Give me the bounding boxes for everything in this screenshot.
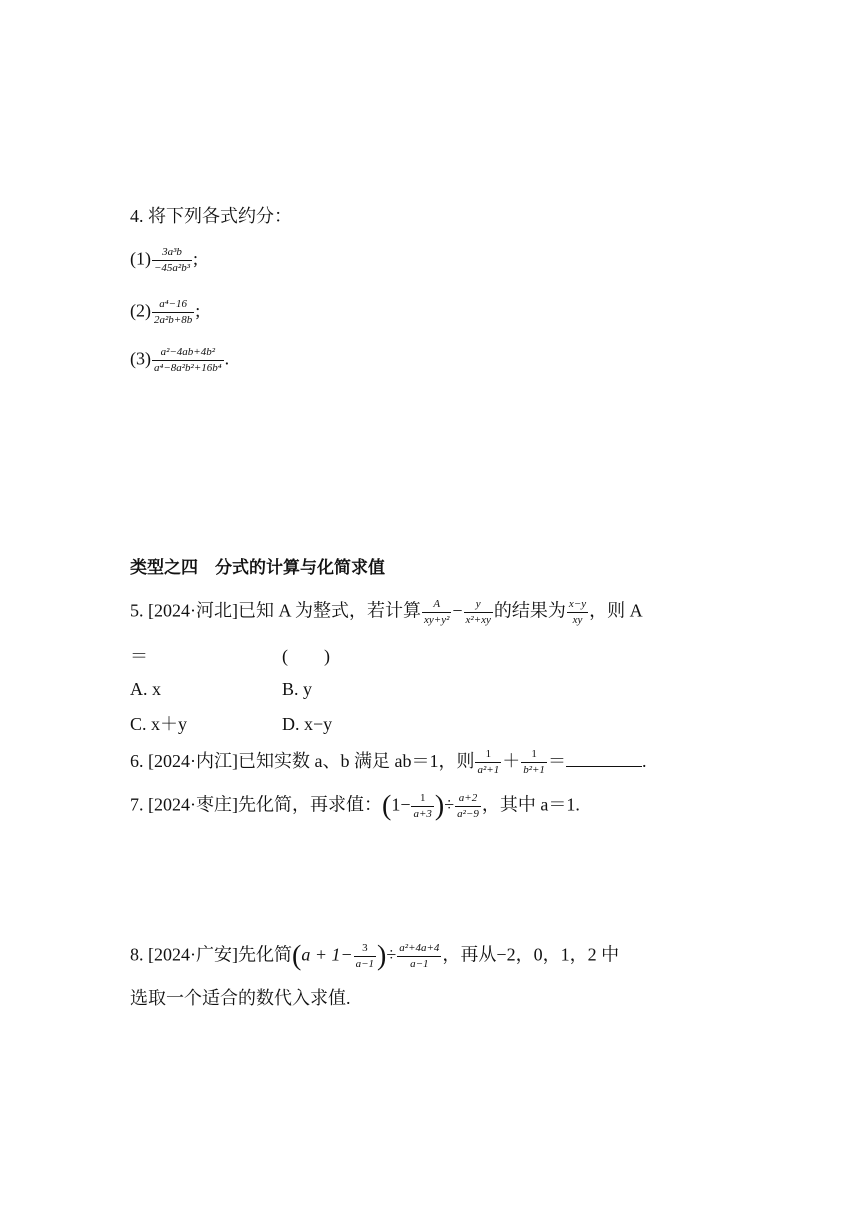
plus-sign: ＋ [502,751,521,771]
numerator: 1 [531,748,537,761]
denominator: 2a²b+8b [154,314,193,326]
fraction [354,942,376,971]
option-b[interactable]: B. y [282,679,313,699]
denominator: a−1 [355,958,375,970]
item-end: ; [193,248,199,269]
option-a[interactable]: A. x [130,679,161,699]
denominator: a+3 [413,808,432,820]
q7-stem [130,792,580,821]
minus-sign: − [452,600,463,621]
denominator: xy+y² [424,614,450,626]
denominator: a²−9 [457,808,479,820]
answer-paren: ( ) [282,646,330,666]
q4-item-3 [130,346,229,375]
q7-prefix: 7. [2024·枣庄]先化简，再求值： [130,794,382,815]
fraction [397,942,441,971]
item-end: ; [195,300,201,321]
denominator: x²+xy [465,614,491,626]
denominator: a−1 [410,958,429,970]
option-c[interactable]: C. x＋y [130,714,188,734]
q4-item-2 [130,298,200,327]
q8-prefix: 8. [2024·广安]先化简 [130,944,292,965]
item-end: . [224,348,230,369]
numerator: x−y [568,598,587,610]
denominator: a⁴−8a²b²+16b⁴ [154,362,222,374]
q8-suffix: ，再从−2，0，1，2 中 [442,944,620,965]
numerator: a+2 [458,792,478,804]
fraction [152,346,224,375]
answer-blank[interactable] [566,748,642,767]
numerator: 3a³b [162,246,182,258]
numerator: 1 [419,792,426,804]
q4-title: 4. 将下列各式约分： [130,206,292,226]
fraction [422,598,451,627]
q8-stem [130,942,619,971]
fraction [152,298,194,327]
right-paren: ) [434,790,445,822]
denominator: xy [572,614,583,626]
fraction [475,748,501,777]
item-label: (2) [130,300,151,321]
q6-end: . [641,751,647,771]
q5-suffix: ，则 A [589,600,643,621]
option-d[interactable]: D. x−y [282,714,333,734]
q6-prefix: 6. [2024·内江]已知实数 a、b 满足 ab＝1，则 [130,751,475,771]
q7-suffix: ，其中 a＝1. [481,794,580,815]
q7-one: 1− [391,794,411,815]
right-paren: ) [377,940,387,972]
numerator: A [433,598,441,610]
q5-prefix: 5. [2024·河北]已知 A 为整式，若计算 [130,600,421,621]
q5-mid: 的结果为 [493,600,566,621]
item-label: (3) [130,348,151,369]
fraction [411,792,433,821]
fraction [521,748,547,777]
denominator: a²+1 [477,764,500,777]
numerator: y [475,598,481,610]
denominator: −45a²b³ [154,262,191,274]
numerator: 3 [362,942,368,954]
numerator: a²−4ab+4b² [160,346,216,358]
numerator: a⁴−16 [159,298,187,310]
q8-expr: a + 1− [301,944,353,965]
left-paren: ( [381,790,392,822]
numerator: 1 [485,748,492,761]
q4-item-1 [130,246,198,275]
numerator: a²+4a+4 [399,942,440,954]
item-label: (1) [130,248,151,269]
q5-line2: ＝ [130,646,148,666]
fraction [455,792,481,821]
fraction [567,598,588,627]
q6-stem [130,748,646,777]
q5-stem [130,598,643,627]
denominator: b²+1 [523,764,545,777]
left-paren: ( [291,940,302,972]
divide-sign: ÷ [386,944,397,965]
divide-sign: ÷ [444,794,455,815]
equals-sign: ＝ [547,751,566,771]
section-heading: 类型之四 分式的计算与化简求值 [130,558,385,578]
fraction [152,246,192,275]
fraction [464,598,493,627]
q8-line2: 选取一个适合的数代入求值. [130,988,351,1008]
